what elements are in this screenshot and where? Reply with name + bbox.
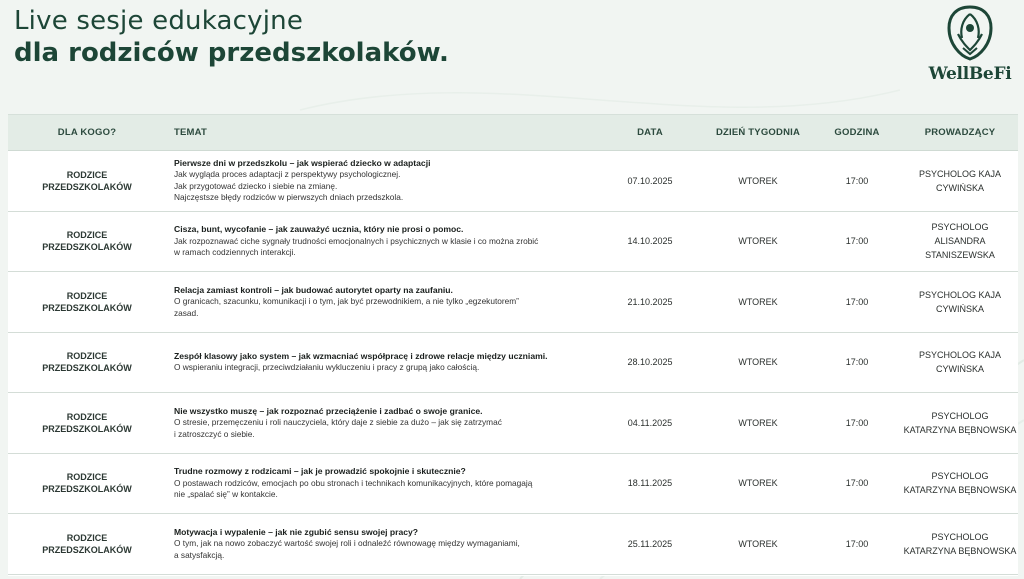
who-line: PRZEDSZKOLAKÓW [42,363,132,374]
cell-host [902,469,1018,497]
who-line: RODZICE [66,290,108,301]
topic-description-line: nie „spalać się” w kontakcie. [174,489,278,499]
cell-host [902,530,1018,558]
who-line: RODZICE [66,411,108,422]
cell-date [596,416,704,430]
cell-day [704,295,812,309]
session-time: 17:00 [845,478,869,489]
cell-host [902,288,1018,316]
session-day: WTOREK [738,538,778,549]
session-time: 17:00 [845,357,869,368]
session-date: 25.11.2025 [627,538,673,549]
session-time: 17:00 [845,417,869,428]
who-line: RODZICE [66,532,108,543]
cell-time [812,234,902,248]
wellbefi-emblem-icon [944,4,996,62]
session-date: 04.11.2025 [627,417,673,428]
cell-who [8,411,166,435]
host-line: PSYCHOLOG KAJA CYWIŃSKA [918,350,1002,375]
topic-description-line: Jak wygląda proces adaptacji z perspektywy psychologicznej. [174,169,401,180]
topic-description-line: O granicach, szacunku, komunikacji i o tym, jak być przewodnikiem, a nie tylko „egzekutorem” [174,296,519,306]
table-body [8,151,1018,575]
host-line: KATARZYNA BĘBNOWSKA [903,485,1017,496]
who-line: PRZEDSZKOLAKÓW [42,302,132,313]
session-day: WTOREK [738,417,778,428]
table-row [8,212,1018,273]
session-time: 17:00 [845,236,869,247]
column-header-date: DATA [637,127,663,138]
host-line: PSYCHOLOG [931,471,989,482]
who-line: RODZICE [66,230,108,241]
topic-title: Trudne rozmowy z rodzicami – jak je prowadzić spokojnie i skutecznie? [174,466,466,476]
column-header-topic: TEMAT [174,127,208,138]
session-day: WTOREK [738,236,778,247]
who-line: PRZEDSZKOLAKÓW [42,423,132,434]
cell-date [596,295,704,309]
topic-description-line: O postawach rodziców, emocjach po obu stronach i technikach komunikacyjnych, które pomagają [174,477,533,488]
cell-who [8,532,166,556]
cell-day [704,174,812,188]
cell-time [812,295,902,309]
table-row [8,454,1018,515]
column-header-time: GODZINA [834,127,880,138]
topic-description-line: zasad. [174,307,199,318]
wellbefi-logo [928,4,1012,90]
session-time: 17:00 [845,296,869,307]
cell-topic [166,224,596,259]
topic-description-line: w ramach codziennych interakcji. [174,247,296,257]
session-date: 28.10.2025 [627,357,673,368]
who-line: PRZEDSZKOLAKÓW [42,484,132,495]
topic-title: Motywacja i wypalenie – jak nie zgubić sensu swojej pracy? [174,526,419,537]
session-time: 17:00 [845,175,869,186]
cell-time [812,537,902,551]
host-line: PSYCHOLOG KAJA CYWIŃSKA [918,168,1002,193]
session-day: WTOREK [738,175,778,186]
session-time: 17:00 [845,538,869,549]
page-title-line2: dla rodziców przedszkolaków. [14,38,449,68]
topic-title: Pierwsze dni w przedszkolu – jak wspierać dziecko w adaptacji [174,157,431,168]
who-line: PRZEDSZKOLAKÓW [42,242,132,253]
cell-topic [166,285,596,320]
topic-description-line: Jak przygotować dziecko i siebie na zmianę. [174,180,338,191]
cell-time [812,174,902,188]
who-line: RODZICE [66,351,108,362]
cell-topic [166,466,596,501]
host-line: PSYCHOLOG [931,222,989,233]
who-line: PRZEDSZKOLAKÓW [42,544,132,555]
table-row [8,151,1018,212]
cell-day [704,234,812,248]
topic-description-line: O stresie, przemęczeniu i roli nauczyciela, który daje z siebie za dużo – jak się zatrzymać [174,417,502,427]
topic-title: Cisza, bunt, wycofanie – jak zauważyć ucznia, który nie prosi o pomoc. [174,224,464,234]
column-header-host: PROWADZĄCY [924,127,996,138]
table-header-row [8,115,1018,151]
column-header-who: DLA KOGO? [57,127,117,138]
who-line: RODZICE [66,472,108,483]
host-line: KATARZYNA BĘBNOWSKA [903,545,1017,556]
cell-host [902,348,1018,376]
topic-description-line: i zatroszczyć o siebie. [174,428,255,439]
session-date: 18.11.2025 [627,478,673,489]
session-date: 21.10.2025 [627,296,673,307]
topic-description-line: a satysfakcją. [174,549,225,560]
cell-who [8,169,166,193]
cell-topic [166,158,596,204]
column-header-day: DZIEŃ TYGODNIA [715,127,801,138]
cell-time [812,476,902,490]
cell-who [8,350,166,374]
table-row [8,393,1018,454]
table-row [8,333,1018,394]
cell-day [704,416,812,430]
session-date: 07.10.2025 [627,175,673,186]
cell-day [704,355,812,369]
cell-date [596,234,704,248]
cell-day [704,476,812,490]
cell-time [812,416,902,430]
cell-date [596,355,704,369]
cell-time [812,355,902,369]
cell-host [902,409,1018,437]
cell-host [902,167,1018,195]
cell-date [596,537,704,551]
cell-topic [166,527,596,562]
host-line: PSYCHOLOG [931,531,989,542]
cell-who [8,290,166,314]
session-day: WTOREK [738,478,778,489]
cell-date [596,476,704,490]
cell-topic [166,406,596,441]
cell-date [596,174,704,188]
topic-title: Relacja zamiast kontroli – jak budować autorytet oparty na zaufaniu. [174,284,453,295]
who-line: RODZICE [66,169,108,180]
page-header [14,6,449,68]
host-line: ALISANDRA STANISZEWSKA [925,236,995,261]
logo-text: WellBeFi [928,64,1012,84]
topic-title: Zespół klasowy jako system – jak wzmacniać współpracę i zdrowe relacje między uczniami. [174,350,548,361]
host-line: KATARZYNA BĘBNOWSKA [903,424,1017,435]
cell-who [8,229,166,253]
session-day: WTOREK [738,296,778,307]
table-row [8,514,1018,575]
topic-description-line: O tym, jak na nowo zobaczyć wartość swojej roli i odnaleźć równowagę między wymaganiami, [174,538,520,548]
topic-title: Nie wszystko muszę – jak rozpoznać przeciążenie i zadbać o swoje granice. [174,405,483,416]
cell-topic [166,351,596,374]
topic-description-line: Najczęstsze błędy rodziców w pierwszych dniach przedszkola. [174,192,404,203]
session-date: 14.10.2025 [627,236,673,247]
sessions-table [8,114,1018,576]
page-title-line1: Live sesje edukacyjne [14,6,304,36]
topic-description-line: Jak rozpoznawać ciche sygnały trudności emocjonalnych i psychicznych w klasie i co można zrobić [174,235,539,246]
table-row [8,272,1018,333]
cell-day [704,537,812,551]
who-line: PRZEDSZKOLAKÓW [42,181,132,192]
host-line: PSYCHOLOG [931,410,989,421]
topic-description-line: O wspieraniu integracji, przeciwdziałaniu wykluczeniu i pracy z grupą jako całością. [174,362,480,373]
host-line: PSYCHOLOG KAJA CYWIŃSKA [918,289,1002,314]
cell-host [902,220,1018,262]
cell-who [8,471,166,495]
session-day: WTOREK [738,357,778,368]
